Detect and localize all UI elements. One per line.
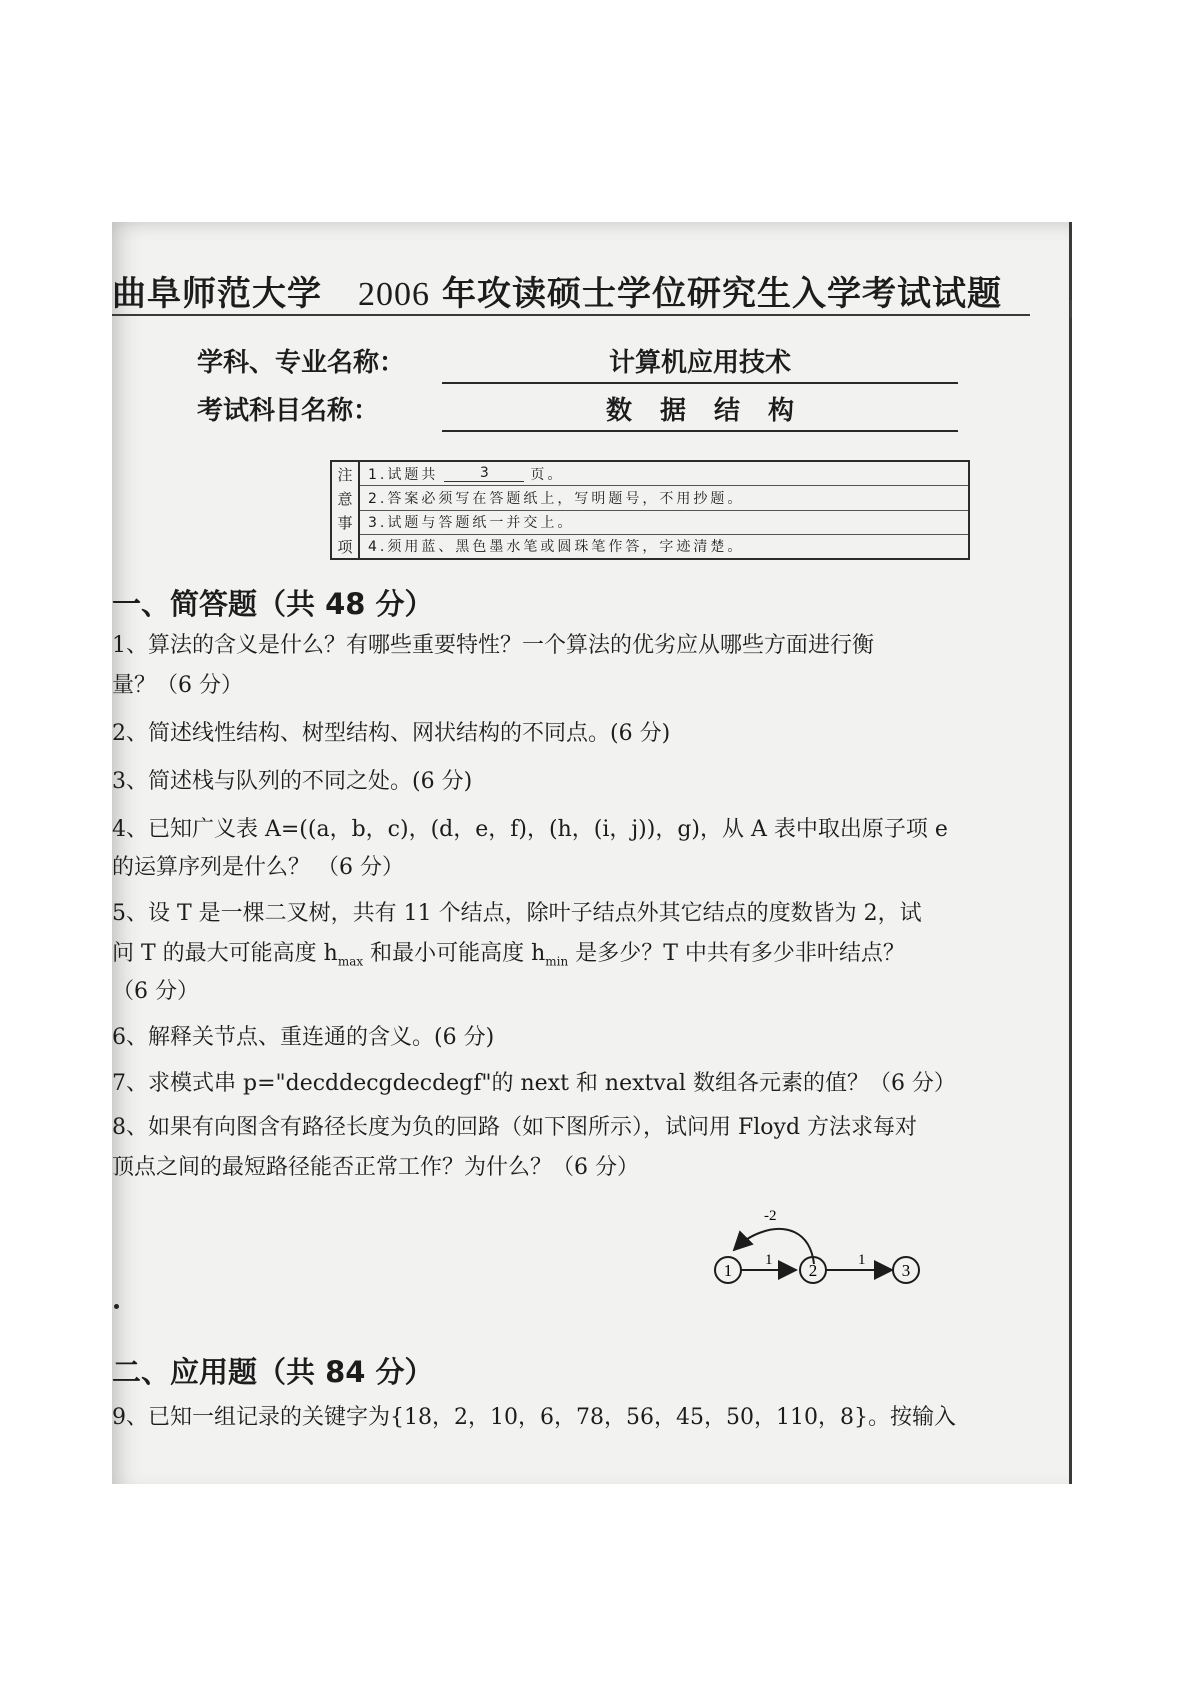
question-1-line-1: 1、算法的含义是什么？有哪些重要特性？一个算法的优劣应从哪些方面进行衡 [112, 633, 874, 658]
node-1-label: 1 [723, 1261, 733, 1280]
question-6: 6、解释关节点、重连通的含义。(6 分) [112, 1025, 495, 1050]
notice-item-1: 1.试题共 3 页。 [360, 462, 968, 486]
question-8-line-2: 顶点之间的最短路径能否正常工作？为什么？（6 分） [112, 1155, 639, 1180]
exam-year: 2006 [358, 276, 430, 313]
subject-value: 数据结构 [442, 390, 958, 432]
university-name: 曲阜师范大学 [112, 274, 322, 314]
major-value: 计算机应用技术 [442, 342, 958, 384]
section-application-title: 二、应用题（共 84 分） [112, 1355, 434, 1389]
notice-item-3: 3.试题与答题纸一并交上。 [360, 511, 968, 535]
question-2: 2、简述线性结构、树型结构、网状结构的不同点。(6 分) [112, 721, 671, 746]
scanned-exam-page [112, 222, 1072, 1484]
node-3-label: 3 [901, 1261, 911, 1280]
exam-title-suffix: 年攻读硕士学位研究生入学考试试题 [442, 274, 1002, 314]
section-short-answer-title: 一、简答题（共 48 分） [112, 587, 434, 621]
question-1-line-2: 量？（6 分） [112, 673, 243, 698]
subject-field [197, 390, 958, 432]
notice-item-2: 2.答案必须写在答题纸上，写明题号，不用抄题。 [360, 486, 968, 510]
stray-mark [114, 1304, 119, 1309]
major-field [197, 342, 958, 384]
edge-2-to-3-weight: 1 [858, 1252, 866, 1268]
edge-2-to-1-weight: -2 [764, 1208, 777, 1224]
title-underline [112, 314, 1030, 316]
notice-box [330, 460, 970, 560]
question-4-line-2: 的运算序列是什么？ （6 分） [112, 855, 404, 880]
scan-speck [1070, 300, 1072, 318]
edge-2-to-1 [734, 1229, 814, 1264]
scan-right-edge [1069, 222, 1072, 1484]
question-8-line-1: 8、如果有向图含有路径长度为负的回路（如下图所示），试问用 Floyd 方法求每对 [112, 1115, 918, 1140]
question-7: 7、求模式串 p="decddecgdecdegf"的 next 和 nextval 数组各元素的值？（6 分） [112, 1071, 956, 1096]
question-4-line-1: 4、已知广义表 A=((a，b，c)，(d，e，f)，(h，(i，j))，g)，从 A 表中取出原子项 e [112, 817, 948, 842]
edge-1-to-2-weight: 1 [765, 1252, 773, 1268]
notice-item-4: 4.须用蓝、黑色墨水笔或圆珠笔作答，字迹清楚。 [368, 539, 745, 556]
exam-title [112, 266, 1072, 315]
question-5-line-2: 问 T 的最大可能高度 $h_{max}$ 和最小可能高度 $h_{min}$ 是多少？T 中共有多少非叶结点？ [112, 941, 905, 969]
question-9: 9、已知一组记录的关键字为{18，2，10，6，78，56，45，50，110，8}。按输入 [112, 1405, 956, 1430]
question-3: 3、简述栈与队列的不同之处。(6 分) [112, 769, 473, 794]
notice-heading: 注 意 事 项 [332, 462, 360, 558]
negative-cycle-graph [692, 1190, 952, 1290]
subject-label: 考试科目名称： [197, 396, 380, 426]
major-label: 学科、专业名称： [197, 348, 406, 378]
question-5-line-1: 5、设 T 是一棵二叉树，共有 11 个结点，除叶子结点外其它结点的度数皆为 2，试 [112, 901, 922, 926]
page-count: 3 [444, 465, 524, 482]
question-5-line-3: （6 分） [112, 979, 199, 1004]
node-2-label: 2 [808, 1261, 818, 1280]
